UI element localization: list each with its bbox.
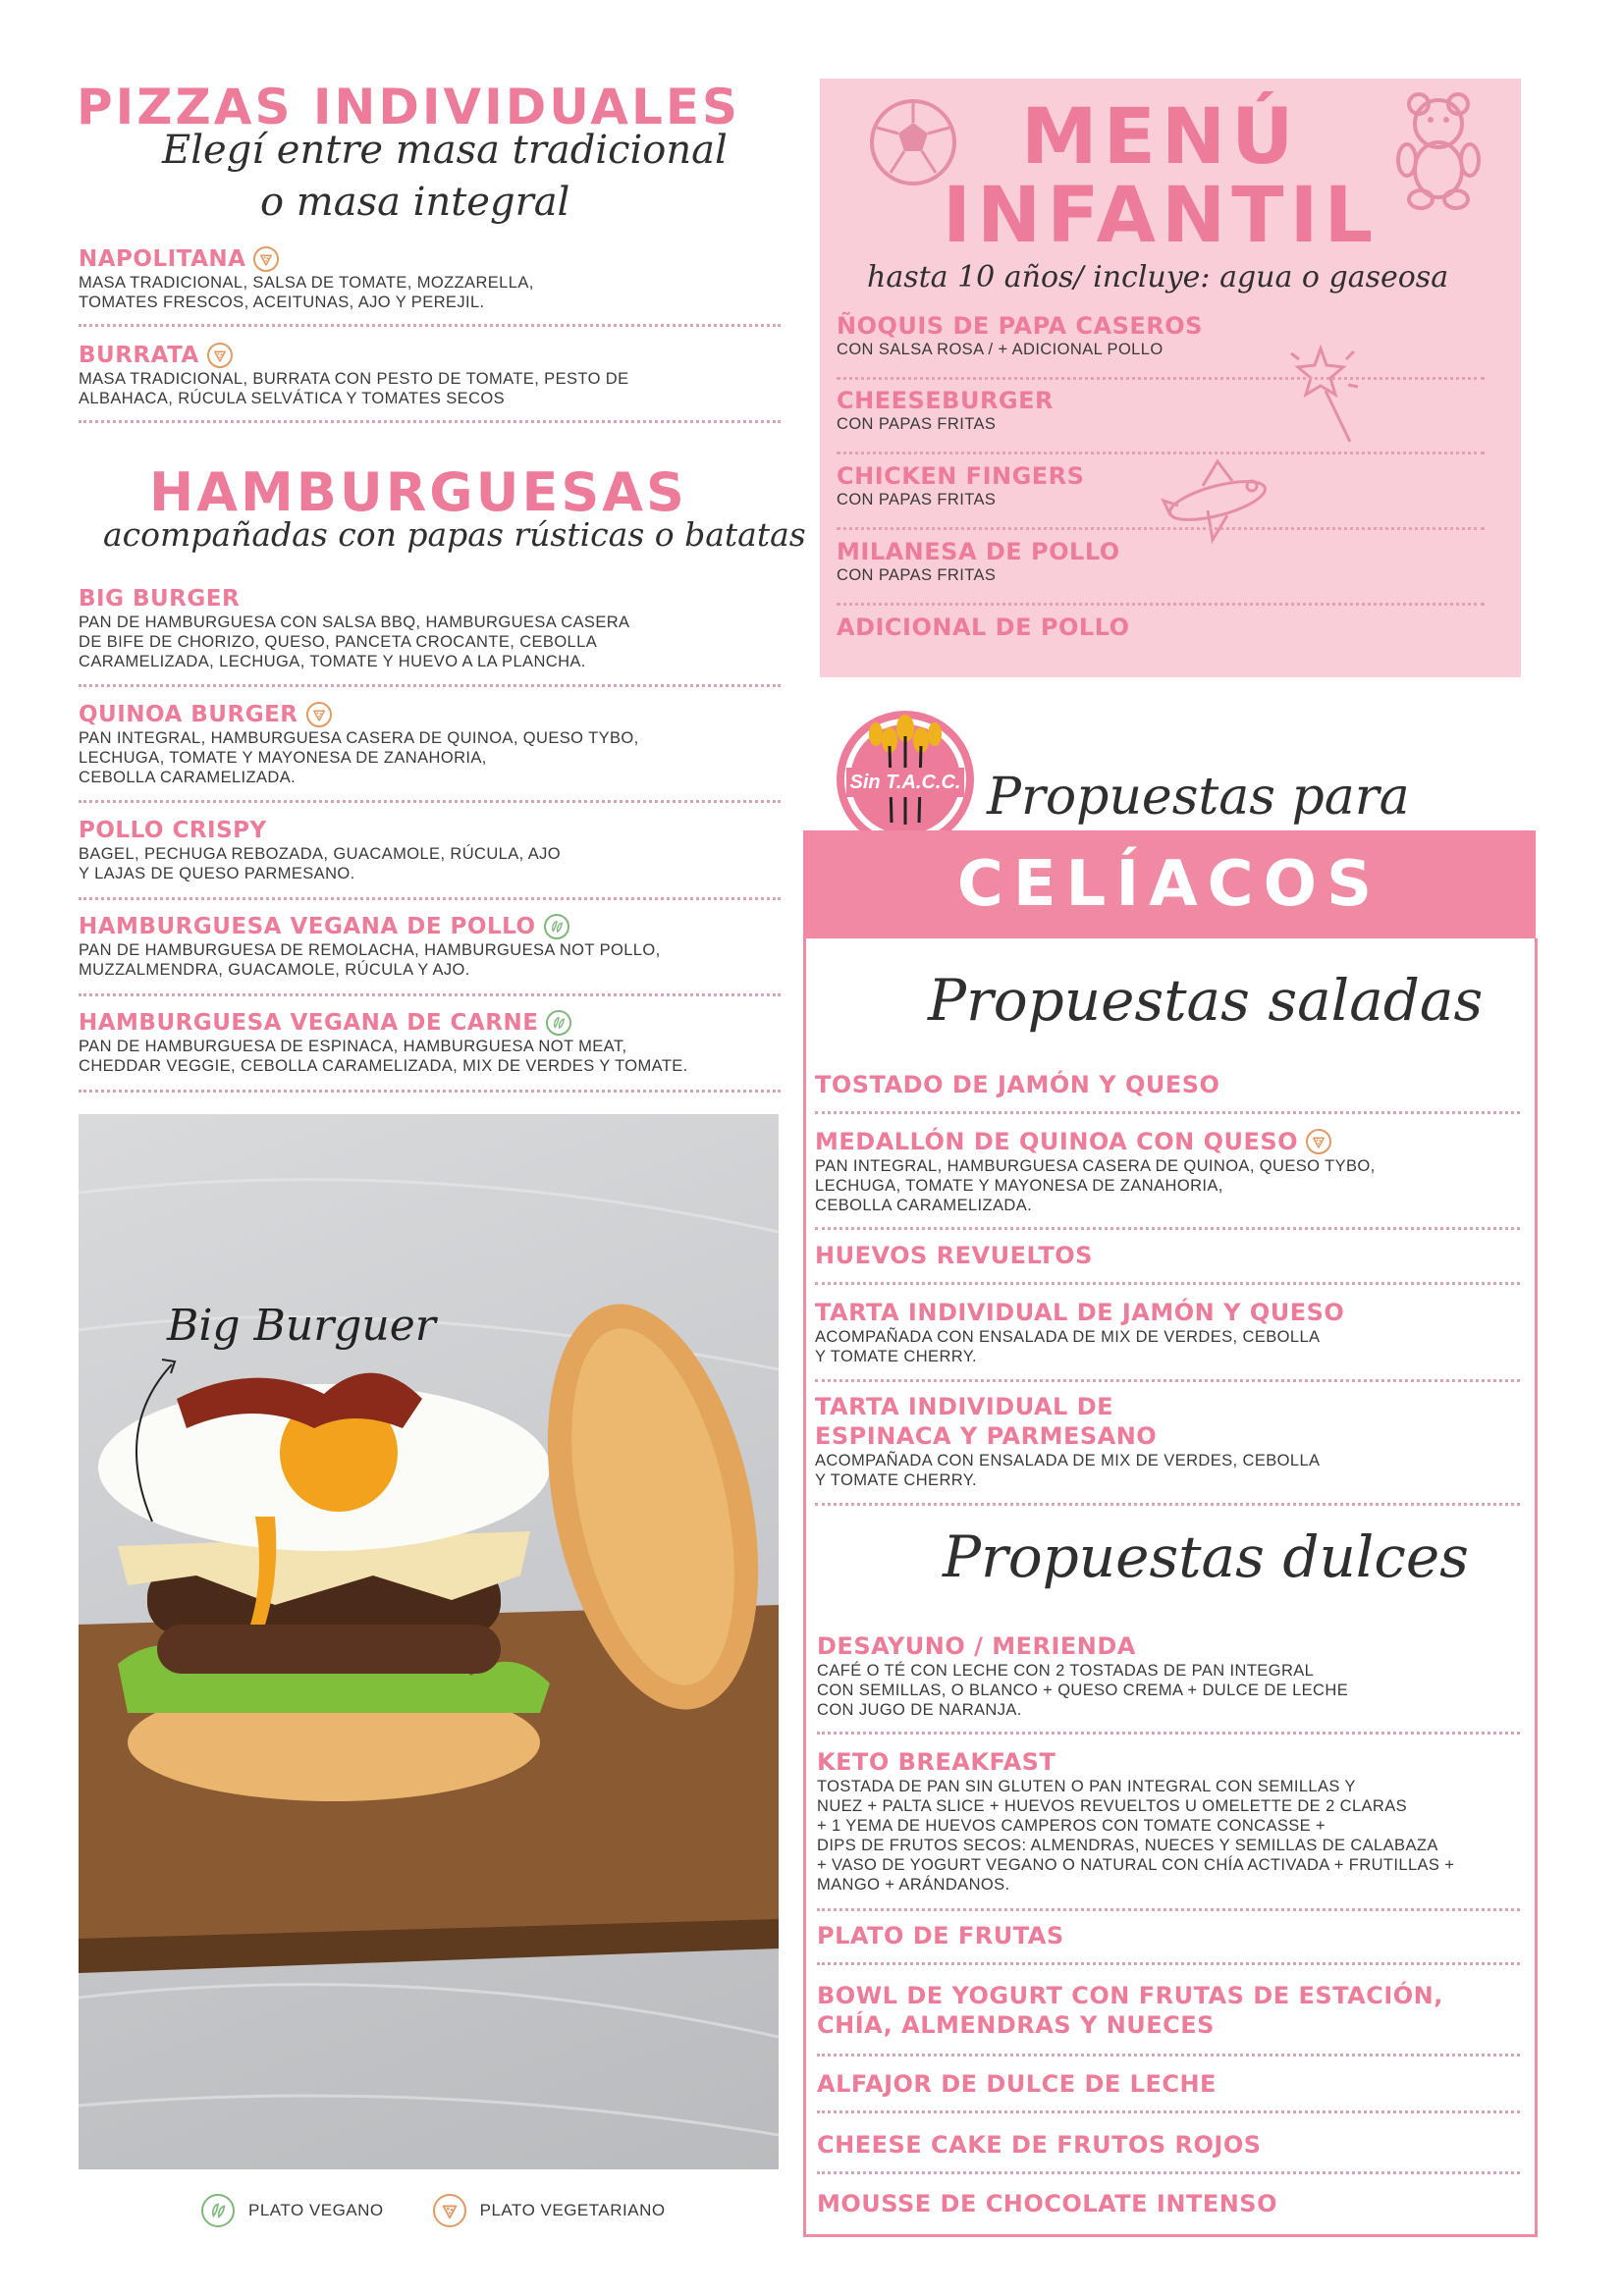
menu-item-name-text: MOUSSE DE CHOCOLATE INTENSO [817, 2190, 1277, 2217]
kids-item-description: CON SALSA ROSA / + ADICIONAL POLLO [837, 341, 1164, 358]
menu-item [79, 913, 661, 980]
pizza-slice-icon [1306, 1129, 1331, 1154]
menu-item [815, 1070, 1219, 1099]
menu-item-name-text: NAPOLITANA [79, 246, 246, 272]
menu-item-description: MASA TRADICIONAL, SALSA DE TOMATE, MOZZARELLA, TOMATES FRESCOS, ACEITUNAS, AJO Y PEREJIL. [79, 274, 534, 311]
menu-item [79, 245, 534, 312]
menu-item-name [817, 1747, 1454, 1777]
menu-item-name [815, 1298, 1344, 1327]
menu-item-name [817, 2130, 1262, 2160]
burgers-subtitle: acompañadas con papas rústicas o batatas [103, 515, 806, 554]
menu-item-description: ACOMPAÑADA CON ENSALADA DE MIX DE VERDES, CEBOLLA Y TOMATE CHERRY. [815, 1452, 1321, 1489]
menu-item-name [79, 817, 561, 844]
menu-item-name-text: HAMBURGUESA VEGANA DE POLLO [79, 914, 536, 939]
dotted-divider [817, 2110, 1520, 2113]
menu-item-description: PAN DE HAMBURGUESA CON SALSA BBQ, HAMBURGUESA CASERA DE BIFE DE CHORIZO, QUESO, PANCETA CROCANTE, CEBOLLA CARAMELIZADA, LECHUGA, TOMATE Y HUEVO A LA PLANCHA. [79, 614, 630, 670]
menu-item-name-text: BURRATA [79, 343, 199, 368]
menu-item-name [79, 342, 629, 369]
menu-item-name [79, 245, 534, 273]
menu-item [79, 585, 629, 671]
menu-item-name-text: POLLO CRISPY [79, 818, 267, 843]
pizzas-subtitle-line1: Elegí entre masa tradicional [162, 128, 728, 173]
menu-item-name-text: KETO BREAKFAST [817, 1748, 1056, 1776]
menu-item-description: TOSTADA DE PAN SIN GLUTEN O PAN INTEGRAL CON SEMILLAS Y NUEZ + PALTA SLICE + HUEVOS REVUELTOS U OMELETTE DE 2 CLARAS + 1 YEMA DE HUEVOS CAMPEROS CON TOMATE CONCASSE + DIPS DE FRUTOS SECOS: ALMENDRAS, NUECES Y SEMILLAS DE CALABAZA + VASO DE YOGURT VEGANO O NATURAL CON CHÍA ACTIVADA + FRUTILLAS + MANGO + ARÁNDANOS. [817, 1778, 1455, 1894]
menu-item-name [817, 2189, 1277, 2218]
legend-vegan-label: PLATO VEGANO [248, 2201, 384, 2219]
kids-item-name: CHICKEN FINGERS [837, 462, 1085, 490]
celiac-intro: Propuestas para [987, 768, 1410, 827]
sin-tacc-logo-text: Sin T.A.C.C. [849, 772, 961, 793]
menu-item-name [815, 1241, 1093, 1270]
kids-menu-item [837, 614, 1129, 641]
kids-item-description: CON PAPAS FRITAS [837, 566, 997, 584]
kids-menu-item [837, 462, 1084, 509]
dotted-divider [817, 1908, 1520, 1911]
menu-item-name [817, 1981, 1443, 2040]
pizza-slice-icon [253, 246, 279, 272]
dotted-divider [815, 1227, 1520, 1230]
kids-menu-item [837, 387, 1054, 434]
dotted-divider [817, 2171, 1520, 2174]
dotted-divider [817, 2054, 1520, 2056]
menu-item-name-text: TARTA INDIVIDUAL DE ESPINACA Y PARMESANO [815, 1393, 1158, 1450]
menu-item-name [817, 2069, 1217, 2099]
menu-item [817, 2069, 1217, 2099]
kids-item-name: MILANESA DE POLLO [837, 538, 1120, 565]
menu-item [79, 817, 561, 883]
dotted-divider [79, 420, 781, 423]
menu-item-name [79, 701, 639, 728]
menu-item-description: ACOMPAÑADA CON ENSALADA DE MIX DE VERDES, CEBOLLA Y TOMATE CHERRY. [815, 1328, 1321, 1365]
menu-item-name-text: ALFAJOR DE DULCE DE LECHE [817, 2070, 1217, 2098]
menu-item-description: PAN INTEGRAL, HAMBURGUESA CASERA DE QUINOA, QUESO TYBO, LECHUGA, TOMATE Y MAYONESA DE ZANAHORIA, CEBOLLA CARAMELIZADA. [815, 1157, 1376, 1214]
menu-item [815, 1241, 1093, 1270]
burger-photo [79, 1114, 779, 2169]
menu-item [817, 2189, 1277, 2218]
menu-item [815, 1298, 1344, 1366]
kids-title-line1: MENÚ [1021, 93, 1300, 182]
menu-item-name-text: BIG BURGER [79, 586, 241, 612]
kids-item-description: CON PAPAS FRITAS [837, 491, 997, 508]
celiac-banner-title: CELÍACOS [956, 848, 1382, 921]
menu-item-description: PAN DE HAMBURGUESA DE REMOLACHA, HAMBURGUESA NOT POLLO, MUZZALMENDRA, GUACAMOLE, RÚCULA Y AJO. [79, 941, 661, 979]
menu-item [815, 1127, 1376, 1215]
dotted-divider [79, 1090, 781, 1093]
dotted-divider [79, 684, 781, 687]
menu-item-name [815, 1070, 1219, 1099]
menu-item-name-text: CHEESE CAKE DE FRUTOS ROJOS [817, 2131, 1262, 2159]
menu-item [79, 342, 629, 408]
dotted-divider [815, 1282, 1520, 1285]
menu-item-name-text: PLATO DE FRUTAS [817, 1922, 1064, 1949]
pizza-slice-icon [207, 343, 233, 368]
menu-item-name [817, 1921, 1064, 1950]
menu-item-name [817, 1631, 1348, 1661]
menu-item [817, 2130, 1262, 2160]
menu-item-name-text: MEDALLÓN DE QUINOA CON QUESO [815, 1128, 1299, 1155]
menu-item-description: PAN INTEGRAL, HAMBURGUESA CASERA DE QUINOA, QUESO TYBO, LECHUGA, TOMATE Y MAYONESA DE ZANAHORIA, CEBOLLA CARAMELIZADA. [79, 729, 639, 786]
celiac-sweet-title: Propuestas dulces [943, 1523, 1469, 1590]
menu-item [815, 1392, 1320, 1490]
pizzas-title: PIZZAS INDIVIDUALES [77, 79, 741, 135]
dotted-divider [837, 603, 1485, 606]
leaf-icon [546, 1010, 571, 1036]
dotted-divider [79, 324, 781, 327]
menu-item [79, 1009, 688, 1076]
menu-item-description: BAGEL, PECHUGA REBOZADA, GUACAMOLE, RÚCULA, AJO Y LAJAS DE QUESO PARMESANO. [79, 845, 561, 882]
menu-item [817, 1921, 1064, 1950]
dotted-divider [837, 377, 1485, 380]
vegetarian-badge-icon [433, 2194, 466, 2227]
diet-legend [201, 2194, 666, 2227]
dotted-divider [815, 1503, 1520, 1506]
vegan-badge-icon [201, 2194, 235, 2227]
menu-item [817, 1631, 1348, 1720]
dotted-divider [79, 993, 781, 996]
menu-item-name-text: QUINOA BURGER [79, 702, 298, 727]
menu-item-name-text: HAMBURGUESA VEGANA DE CARNE [79, 1010, 539, 1036]
pizza-slice-icon [306, 702, 332, 727]
menu-item-name [79, 585, 629, 613]
burger-illustration [79, 1114, 779, 2169]
celiac-salty-title: Propuestas saladas [928, 967, 1484, 1034]
kids-title-line2: INFANTIL [943, 172, 1380, 260]
dotted-divider [79, 897, 781, 900]
kids-subtitle: hasta 10 años/ incluye: agua o gaseosa [867, 260, 1449, 294]
menu-item-name-text: HUEVOS REVUELTOS [815, 1242, 1093, 1269]
kids-menu-panel [820, 79, 1521, 677]
menu-item [817, 1981, 1443, 2040]
legend-vegetarian-label: PLATO VEGETARIANO [479, 2201, 666, 2219]
kids-menu-item [837, 312, 1203, 359]
menu-item [79, 701, 639, 787]
dotted-divider [837, 527, 1485, 530]
kids-menu-item [837, 538, 1120, 585]
menu-item-name [79, 1009, 688, 1037]
kids-item-name: ÑOQUIS DE PAPA CASEROS [837, 312, 1203, 340]
kids-item-name: ADICIONAL DE POLLO [837, 614, 1130, 641]
menu-item-name-text: TOSTADO DE JAMÓN Y QUESO [815, 1071, 1220, 1098]
menu-item-name [79, 913, 661, 940]
pizzas-subtitle-line2: o masa integral [260, 180, 570, 225]
dotted-divider [815, 1379, 1520, 1382]
teddy-bear-icon [1389, 86, 1488, 214]
leaf-icon [544, 914, 569, 939]
menu-item-description: PAN DE HAMBURGUESA DE ESPINACA, HAMBURGUESA NOT MEAT, CHEDDAR VEGGIE, CEBOLLA CARAMELIZADA, MIX DE VERDES Y TOMATE. [79, 1038, 688, 1075]
magic-wand-icon [1281, 344, 1370, 452]
dotted-divider [837, 452, 1485, 454]
dotted-divider [79, 800, 781, 803]
menu-item-name-text: DESAYUNO / MERIENDA [817, 1632, 1136, 1660]
airplane-icon [1159, 456, 1276, 545]
kids-item-name: CHEESEBURGER [837, 387, 1055, 414]
photo-caption: Big Burguer [167, 1301, 436, 1351]
menu-item-name-text: TARTA INDIVIDUAL DE JAMÓN Y QUESO [815, 1299, 1345, 1326]
menu-item-name [815, 1392, 1320, 1451]
menu-item-description: CAFÉ O TÉ CON LECHE CON 2 TOSTADAS DE PAN INTEGRAL CON SEMILLAS, O BLANCO + QUESO CREMA + DULCE DE LECHE CON JUGO DE NARANJA. [817, 1662, 1349, 1719]
menu-item-name [815, 1127, 1376, 1156]
celiac-banner [803, 830, 1536, 938]
menu-item-description: MASA TRADICIONAL, BURRATA CON PESTO DE TOMATE, PESTO DE ALBAHACA, RÚCULA SELVÁTICA Y TOMATES SECOS [79, 370, 629, 407]
menu-item-name-text: BOWL DE YOGURT CON FRUTAS DE ESTACIÓN, CHÍA, ALMENDRAS Y NUECES [817, 1982, 1443, 2039]
dotted-divider [817, 1732, 1520, 1735]
dotted-divider [815, 1111, 1520, 1114]
burgers-title: HAMBURGUESAS [149, 461, 687, 523]
dotted-divider [817, 1962, 1520, 1965]
menu-item [817, 1747, 1454, 1895]
kids-item-description: CON PAPAS FRITAS [837, 415, 997, 433]
